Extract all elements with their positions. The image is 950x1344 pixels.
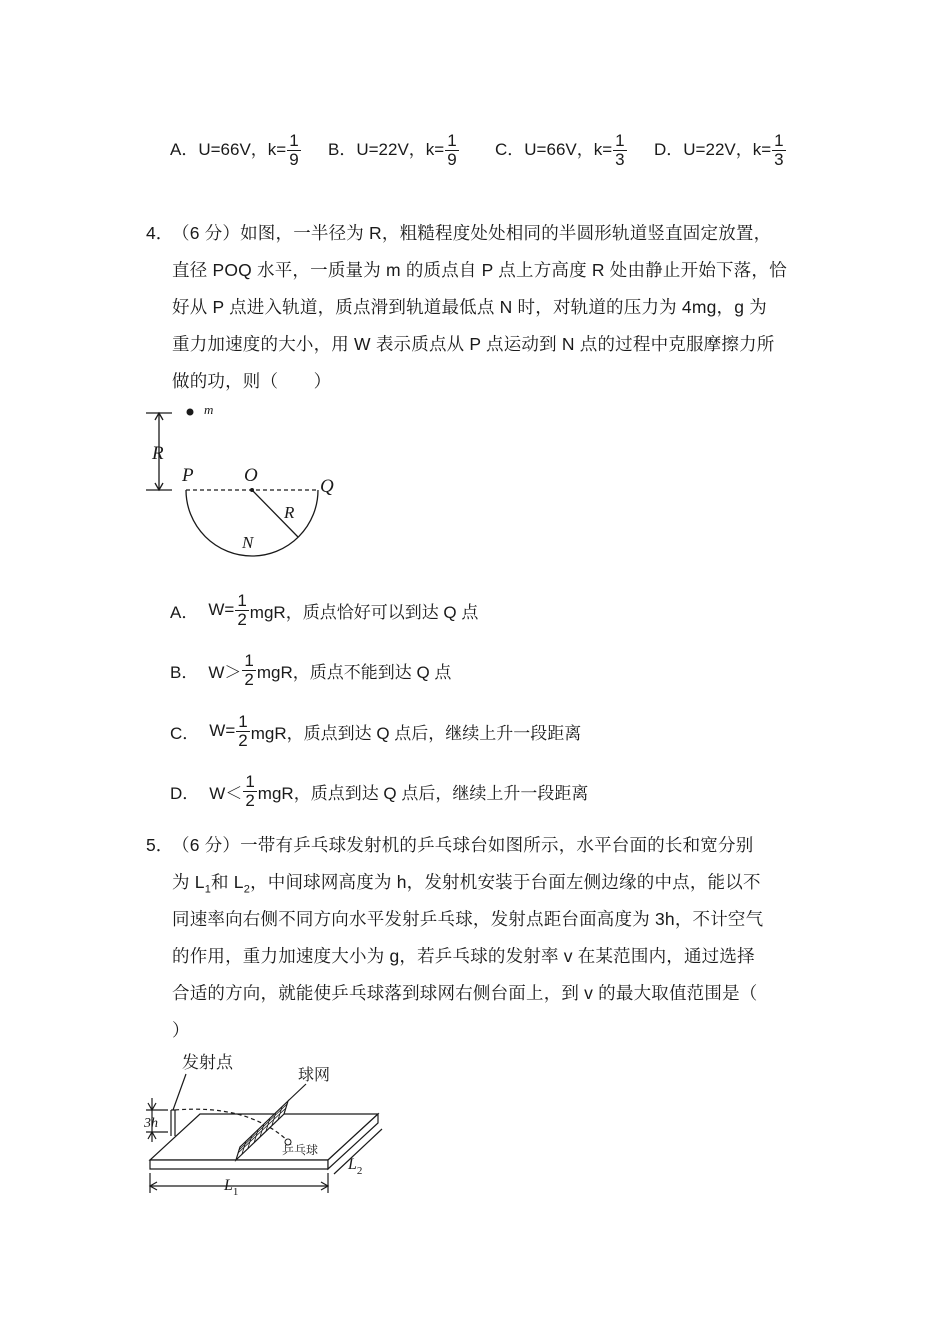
q4-number: 4． [146,223,174,243]
option-label: B． [328,140,357,159]
option-label: D． [654,140,684,159]
label-p: P [182,465,194,486]
q5-text-line: （6 分）一带有乒乓球发射机的乒乓球台如图所示，水平台面的长和宽分别 [172,835,754,855]
fraction: $\frac{1}{2}$ [237,590,247,629]
label-q: Q [320,476,334,497]
option-text: U=66V，k= [198,140,287,159]
option-label: C． [495,140,525,159]
option-text: mgR，质点到达 Q 点后，继续上升一段距离 [250,723,582,743]
option-label: A． [170,602,199,622]
q4-text-line: （6 分）如图，一半径为 R，粗糙程度处处相同的半圆形轨道竖直固定放置， [172,223,772,243]
q4-text-line: 重力加速度的大小，用 W 表示质点从 P 点运动到 N 点的过程中克服摩擦力所 [172,334,775,354]
option-text: U=22V，k= [683,140,772,159]
option-prefix: W＞ [208,662,242,682]
q4-option-a [170,590,478,630]
particle-dot [187,409,194,416]
option-label: C． [170,723,200,743]
option-prefix: W= [208,600,235,619]
q3-options [170,128,810,172]
q4-text-line: 做的功，则（ ） [172,371,332,391]
q3-option-a [170,128,302,172]
label-l2: $L_2$ [348,1156,363,1177]
option-text: mgR，质点不能到达 Q 点 [256,662,452,682]
fraction: $\frac{1}{3}$ [615,130,625,169]
option-text: mgR，质点恰好可以到达 Q 点 [249,602,479,622]
label-ball: 乒乓球 [282,1143,319,1157]
label-n: N [242,533,254,552]
q4-option-c [170,711,581,751]
q3-option-b [328,128,460,172]
option-text: U=66V，k= [524,140,613,159]
fraction: $\frac{1}{2}$ [238,711,248,750]
label-m: m [204,402,214,417]
option-text: mgR，质点到达 Q 点后，继续上升一段距离 [257,783,589,803]
q5-text-line: 为 $L_1$和 $L_2$，中间球网高度为 h，发射机安装于台面左侧边缘的中点，能以不 [172,872,761,896]
q5-text-line: 的作用，重力加速度大小为 g，若乒乓球的发射率 v 在某范围内，通过选择 [172,946,755,966]
fraction: $\frac{1}{9}$ [447,130,457,169]
q5-text-line: ） [172,1020,190,1040]
q4-track-figure [140,395,360,560]
label-r-radius: R [284,503,295,522]
fraction: $\frac{1}{3}$ [774,130,784,169]
option-label: B． [170,662,199,682]
q4-option-b [170,650,451,690]
q3-option-c [495,128,628,172]
center-point [250,488,254,492]
fraction: $\frac{1}{2}$ [244,650,254,689]
fraction: $\frac{1}{9}$ [289,130,299,169]
label-launch-point: 发射点 [182,1053,233,1073]
q3-option-d [654,128,787,172]
label-3h: 3h [144,1116,158,1131]
option-prefix: W= [209,721,236,740]
q4-text-line: 好从 P 点进入轨道，质点滑到轨道最低点 N 时，对轨道的压力为 4mg，g 为 [172,297,767,317]
option-text: U=22V，k= [356,140,445,159]
label-r-height: R [152,443,164,464]
label-l1: $L_1$ [224,1177,239,1198]
label-o: O [244,465,258,486]
label-net: 球网 [298,1065,331,1084]
option-label: D． [170,783,200,803]
q5-text-line: 合适的方向，就能使乒乓球落到球网右侧台面上，到 v 的最大取值范围是（ [172,983,758,1003]
q5-table-figure [138,1048,398,1208]
option-prefix: W＜ [209,783,243,803]
q4-text-line: 直径 POQ 水平，一质量为 m 的质点自 P 点上方高度 R 处由静止开始下落，恰 [172,260,787,280]
q5-text-line: 同速率向右侧不同方向水平发射乒乓球，发射点距台面高度为 3h，不计空气 [172,909,764,929]
fraction: $\frac{1}{2}$ [245,771,255,810]
q5-number: 5． [146,835,174,855]
option-label: A． [170,140,199,159]
q4-option-d [170,771,588,811]
